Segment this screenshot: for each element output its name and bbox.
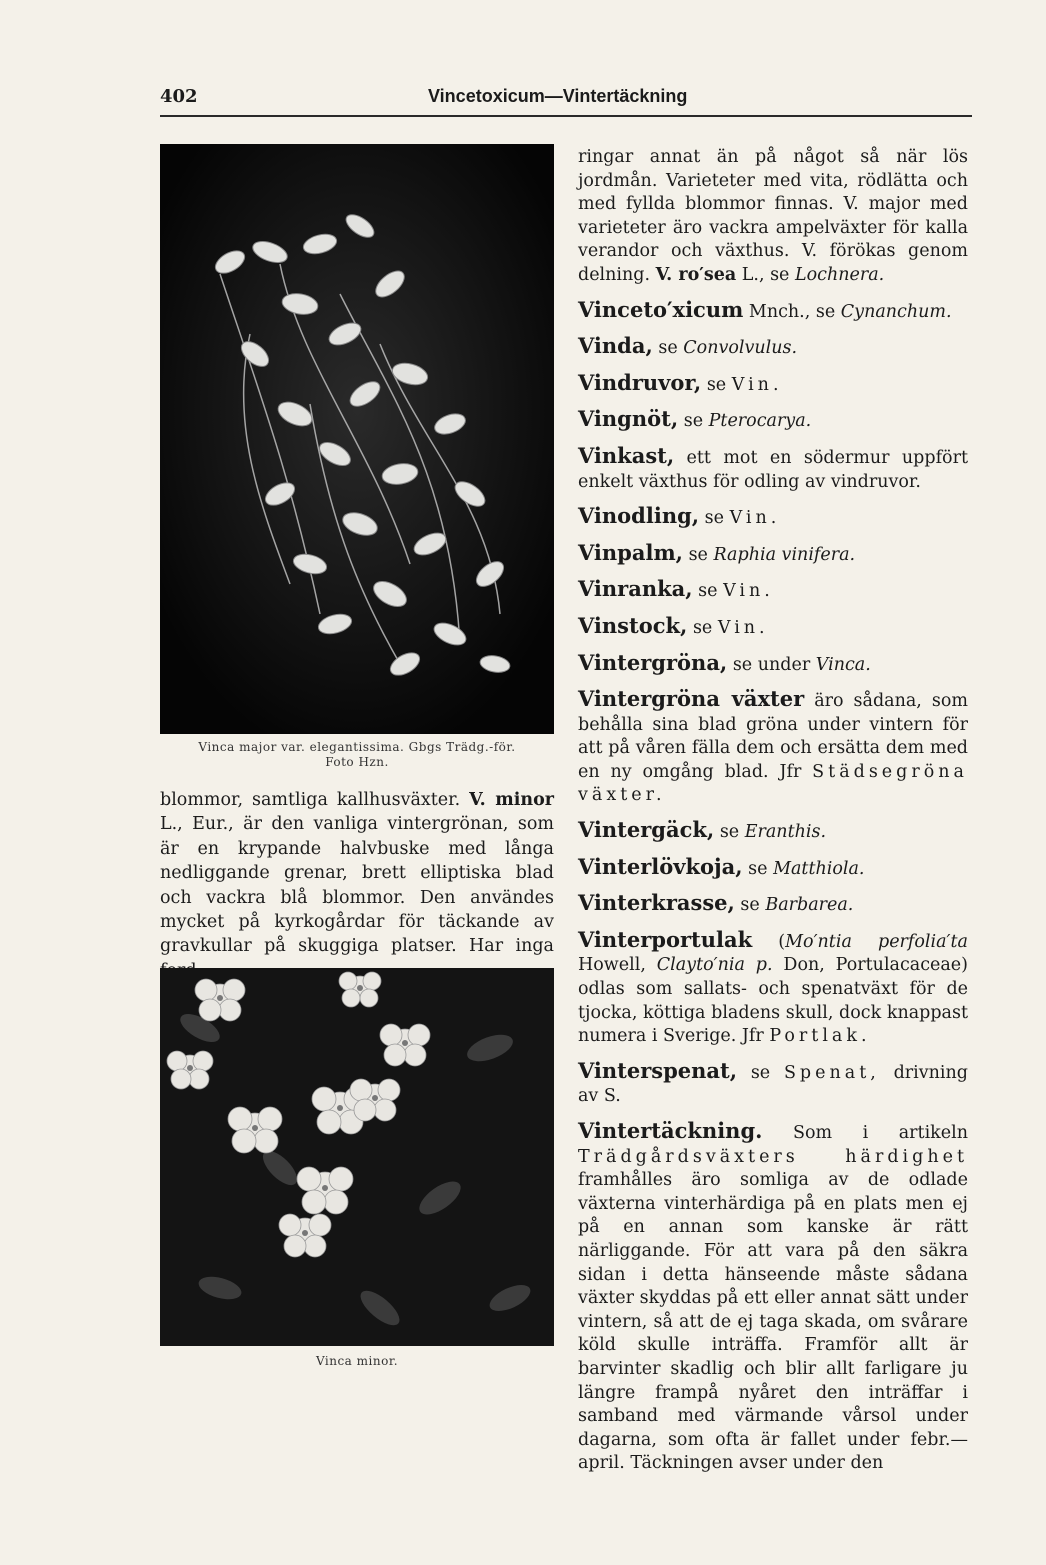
entry-vintergack: Vintergäck, se Eranthis. [578, 817, 827, 843]
vinca-minor-caption: Vinca minor. [315, 1354, 399, 1368]
entry-vinterlovkoja: Vinterlövkoja, se Matthiola. [578, 853, 865, 879]
right-column-text [578, 146, 968, 1486]
vinca-major-caption [160, 740, 554, 770]
entry-vingnot: Vingnöt, se Pterocarya. [578, 406, 812, 432]
entry-vinda: Vinda, se Convolvulus. [578, 333, 798, 359]
entry-vintergrona: Vintergröna, se under Vinca. [578, 649, 871, 675]
vinca-major-illustration [160, 144, 554, 734]
header-rule [160, 115, 972, 117]
entry-vinstock: Vinstock, se Vin. [578, 612, 769, 638]
vinca-minor-photo [160, 968, 554, 1346]
entry-vinkast: Vinkast, ett mot en södermur uppfört enkelt växthus för odling av vindruvor. [578, 442, 968, 492]
entry-vinpalm: Vinpalm, se Raphia vinifera. [578, 539, 856, 565]
vinca-minor-illustration [160, 968, 554, 1346]
entry-vintertackning: Vintertäckning. Som i artikeln Trädgårdsväxters härdighet framhålles äro somliga av de odlade växterna vinterhärdiga på en plats men ej på en annan som kanske är rätt närliggande. För att vara på den säkra sidan i detta hänseende måste sådana växter skyddas på ett eller annat sätt under vintern, så att de ej taga skada, om svårare köld skulle inträffa. Framför allt är barvinter skadlig och blir allt farligare ju längre frampå nyåret den inträffar i samband med värmande vårsol under dagarna, som ofta är fallet under febr.—april. Täckningen avser under den [578, 1118, 968, 1474]
entry-vincetoxicum: Vinceto′xicum Mnch., se Cynanchum. [578, 296, 952, 322]
entry-vinranka: Vinranka, se Vin. [578, 576, 774, 602]
page-number: 402 [160, 86, 198, 107]
running-head: Vincetoxicum—Vintertäckning [428, 86, 688, 106]
caption-line-2: Foto Hzn. [325, 755, 389, 769]
entry-vinodling: Vinodling, se Vin. [578, 503, 781, 529]
entry-vinterportulak: Vinterportulak (Mo′ntia perfolia′ta Howell, Clayto′nia p. Don, Portulacaceae) odlas som sallats- och spenatväxt för de tjocka, köttiga bladens skull, dock knappast numera i Sverige. Jfr Portlak. [578, 926, 968, 1047]
page-header [160, 86, 972, 116]
left-column-text: blommor, samtliga kallhusväxter. V. minor L., Eur., är den vanliga vintergrönan, som är en krypande halvbuske med långa nedliggande grenar, brett elliptiska blad och vackra blå blommor. Den användes mycket på kyrkogårdar för täckande av gravkullar på skuggiga platser. Har inga [160, 790, 554, 957]
entry-vintergrona-vaxter: Vintergröna växter äro sådana, som behålla sina blad gröna under vintern för att på våren fälla dem och ersätta dem med en ny omgång blad. Jfr Städsegröna växter. [578, 686, 968, 806]
continuation-paragraph: ringar annat än på något så när lös jordmån. Varieteter med vita, rödlätta och med fyllda blommor finnas. V. major med varieteter äro vackra ampelväxter för kalla verandor och växthus. V. förökas genom delning. V. ro′sea L., se Lochnera. [578, 147, 968, 285]
entry-vinterspenat: Vinterspenat, se Spenat, drivning av S. [578, 1057, 968, 1107]
entry-vinterkrasse: Vinterkrasse, se Barbarea. [578, 890, 854, 916]
vinca-major-photo [160, 144, 554, 734]
caption-line-1: Vinca major var. elegantissima. Gbgs Trädg.-för. [198, 740, 516, 754]
entry-vindruvor: Vindruvor, se Vin. [578, 369, 783, 395]
